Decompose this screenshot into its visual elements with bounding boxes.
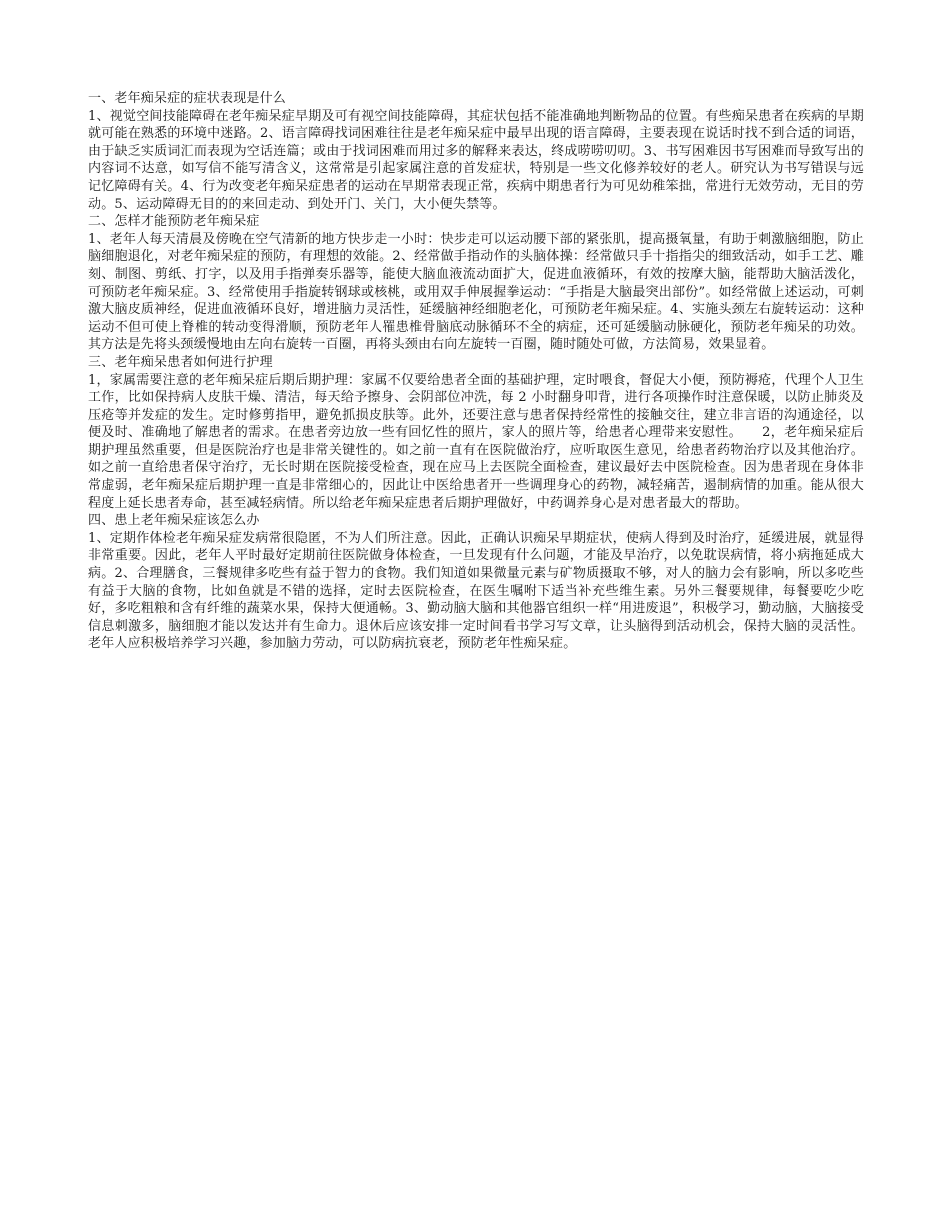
section-heading: 四、患上老年痴呆症该怎么办 — [88, 513, 260, 529]
section-body: 1，家属需要注意的老年痴呆症后期后期护理：家属不仅要给患者全面的基础护理，定时喂食，督促大小便，预防褥疮，代理个人卫生工作，比如保持病人皮肤干燥、清洁，每天给予擦身、会阴部位冲洗，每 2 小时翻身叩背，进行各项操作时注意保暖，以防止肺炎及压疮等并发症的发生。定时修剪指甲，避免抓损皮肤等。此外，还要注意与患者保持经常性的接触交往，建立非言语的沟通途径，以便及时、准确地了解患者的需求。在患者旁边放一些有回忆性的照片，家人的照片等，给患者心理带来安慰性。 2，老年痴呆症后期护理虽然重要，但是医院治疗也是非常关键性的。如之前一直有在医院做治疗，应听取医生意见，给患者药物治疗以及其他治疗。如之前一直给患者保守治疗，无长时期在医院接受检查，现在应马上去医院全面检查，建议最好去中医院检查。因为患者现在身体非常虚弱，老年痴呆症后期护理一直是非常细心的，因此让中医给患者开一些调理身心的药物，减轻痛苦，遏制病情的加重。能从很大程度上延长患者寿命，甚至减轻病情。所以给老年痴呆症患者后期护理做好，中药调养身心是对患者最大的帮助。 — [88, 372, 864, 511]
section-what-to-do — [88, 512, 864, 653]
section-body: 1、视觉空间技能障碍在老年痴呆症早期及可有视空间技能障碍，其症状包括不能准确地判断物品的位置。有些痴呆患者在疾病的早期就可能在熟悉的环境中迷路。2、语言障碍找词困难往往是老年痴呆症中最早出现的语言障碍，主要表现在说话时找不到合适的词语，由于缺乏实质词汇而表现为空话连篇；或由于找词困难而用过多的解释来表达，终成唠唠叨叨。3、书写困难因书写困难而导致写出的内容词不达意，如写信不能写清含义，这常常是引起家属注意的首发症状，特别是一些文化修养较好的老人。研究认为书写错误与远记忆障碍有关。4、行为改变老年痴呆症患者的运动在早期常表现正常，疾病中期患者行为可见幼稚笨拙，常进行无效劳动，无目的劳动。5、运动障碍无目的的来回走动、到处开门、关门，大小便失禁等。 — [88, 108, 864, 212]
section-care — [88, 354, 864, 512]
section-symptoms — [88, 90, 864, 213]
section-heading: 三、老年痴呆患者如何进行护理 — [88, 354, 273, 370]
section-body: 1、老年人每天清晨及傍晚在空气清新的地方快步走一小时：快步走可以运动腰下部的紧张肌，提高摄氧量，有助于刺激脑细胞，防止脑细胞退化，对老年痴呆症的预防，有理想的效能。2、经常做手指动作的头脑体操：经常做只手十指指尖的细致活动，如手工艺、雕刻、制图、剪纸、打字，以及用手指弹奏乐器等，能使大脑血液流动面扩大，促进血液循环，有效的按摩大脑，能帮助大脑活泼化，可预防老年痴呆症。3、经常使用手指旋转钢球或核桃，或用双手伸展握拳运动：“手指是大脑最突出部份”。如经常做上述运动，可刺激大脑皮质神经，促进血液循环良好，增进脑力灵活性，延缓脑神经细胞老化，可预防老年痴呆症。4、实施头颈左右旋转运动：这种运动不但可使上脊椎的转动变得滑顺，预防老年人罹患椎骨脑底动脉循环不全的病症，还可延缓脑动脉硬化，预防老年痴呆的功效。其方法是先将头颈缓慢地由左向右旋转一百圈，再将头颈由右向左旋转一百圈，随时随处可做，方法简易，效果显着。 — [88, 231, 864, 353]
section-prevention — [88, 213, 864, 354]
document-page — [88, 90, 864, 653]
section-heading: 一、老年痴呆症的症状表现是什么 — [88, 91, 287, 106]
section-body: 1、定期作体检老年痴呆症发病常很隐匿，不为人们所注意。因此，正确认识痴呆早期症状，使病人得到及时治疗，延缓进展，就显得非常重要。因此，老年人平时最好定期前往医院做身体检查，一旦发现有什么问题，才能及早治疗，以免耽误病情，将小病拖延成大病。2、合理膳食，三餐规律多吃些有益于智力的食物。我们知道如果微量元素与矿物质摄取不够，对人的脑力会有影响，所以多吃些有益于大脑的食物，比如鱼就是不错的选择，定时去医院检查，在医生嘱咐下适当补充些维生素。另外三餐要规律，每餐要吃少吃好，多吃粗粮和含有纤维的蔬菜水果，保持大便通畅。3、勤动脑大脑和其他器官组织一样“用进废退”，积极学习，勤动脑，大脑接受信息刺激多，脑细胞才能以发达并有生命力。退休后应该安排一定时间看书学习写文章，让头脑得到活动机会，保持大脑的灵活性。老年人应积极培养学习兴趣，参加脑力劳动，可以防病抗衰老，预防老年性痴呆症。 — [88, 530, 864, 652]
section-heading: 二、怎样才能预防老年痴呆症 — [88, 214, 260, 230]
